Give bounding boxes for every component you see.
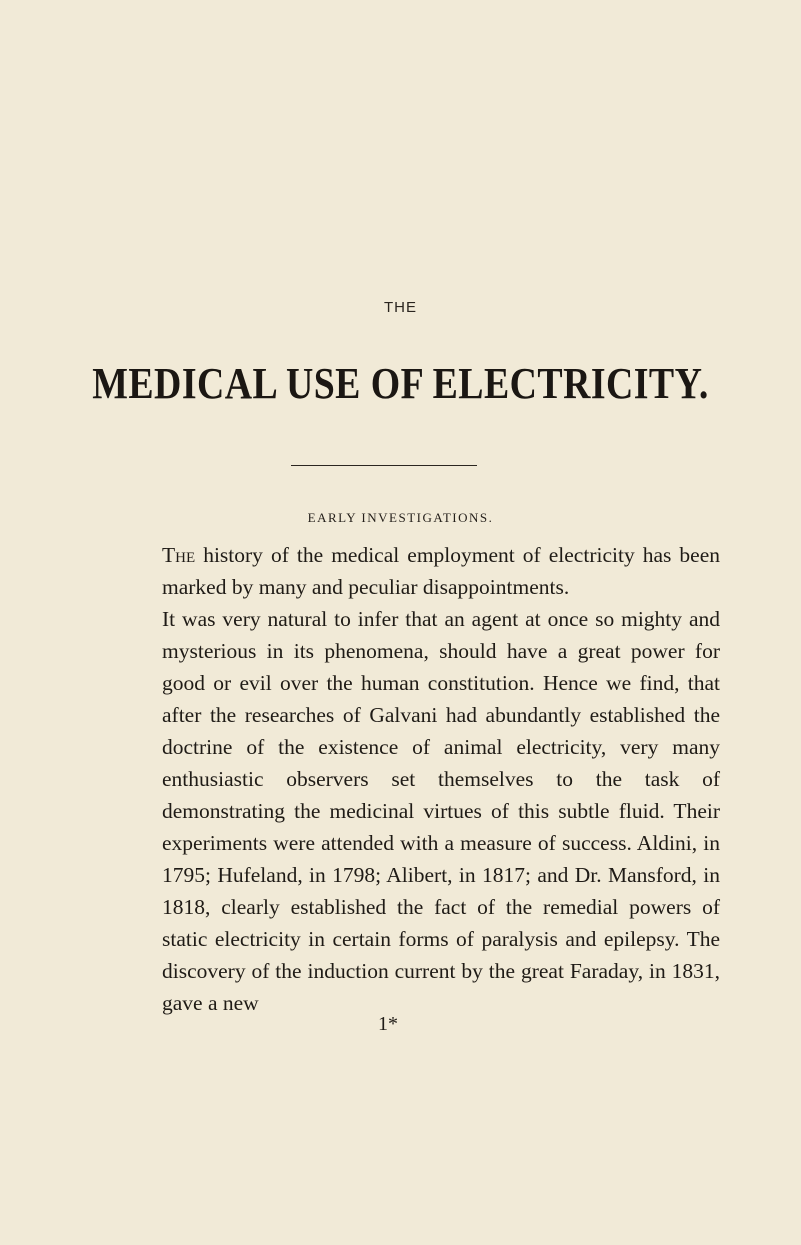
page-title: MEDICAL USE OF ELECTRICITY. xyxy=(92,359,709,408)
signature-mark: 1* xyxy=(378,1013,398,1035)
paragraph-2: It was very natural to infer that an agent at once so mighty and mysterious in its phenomena, should have a great power for good or evil over the human constitution. Hence we find, that after the researches of Galvani had abundantly established the doctrine of the existence of animal electricity, very many enthusiastic observers set themselves to the task of demonstrating the medicinal virtues of this subtle fluid. Their experiments were attended with a measure of success. Aldini, in 1795; Hufeland, in 1798; Alibert, in 1817; and Dr. Mansford, in 1818, clearly established the fact of the remedial powers of static electricity in certain forms of paralysis and epilepsy. The discovery of the induction current by the great Faraday, in 1831, gave a new xyxy=(162,607,720,1015)
title-prefix: THE xyxy=(384,299,417,316)
paragraph-1-first-word: The xyxy=(162,543,196,567)
title-divider xyxy=(291,465,477,466)
paragraph-1-text: history of the medical employment of electricity has been marked by many and peculiar disappointments. xyxy=(162,543,721,599)
body-text xyxy=(162,539,720,1019)
paragraph-1 xyxy=(162,539,720,603)
section-heading: EARLY INVESTIGATIONS. xyxy=(307,510,494,525)
signature-mark-wrap xyxy=(378,1013,438,1036)
